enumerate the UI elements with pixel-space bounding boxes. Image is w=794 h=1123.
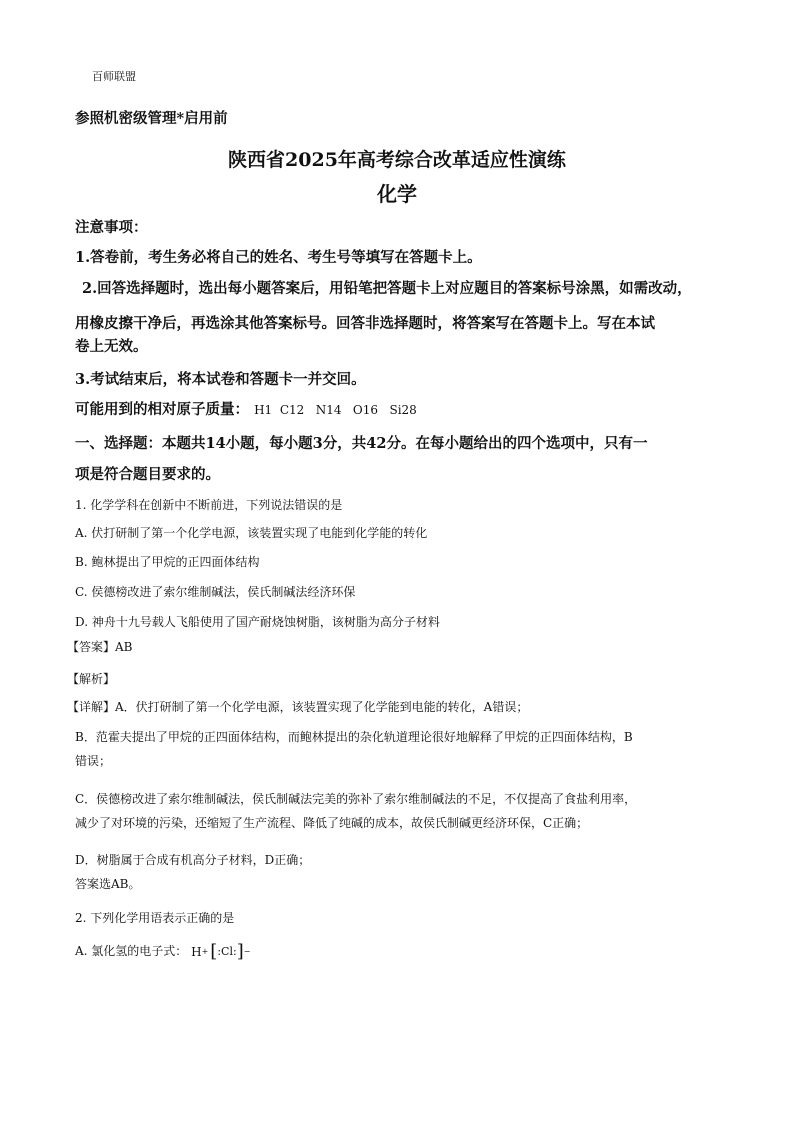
- q1-option-b: B. 鲍林提出了甲烷的正四面体结构: [75, 555, 260, 569]
- section-1-line-2: 项是符合题目要求的。: [75, 466, 220, 483]
- formula-h: H: [191, 944, 202, 959]
- formula-plus: +: [201, 947, 209, 956]
- q2-stem: 2. 下列化学用语表示正确的是: [75, 911, 235, 925]
- note-2-line-2: 用橡皮擦干净后，再选涂其他答案标号。回答非选择题时，将答案写在答题卡上。写在本试: [75, 315, 655, 332]
- q1-detail-a: 【详解】A．伏打研制了第一个化学电源，该装置实现了化学能到电能的转化，A错误；: [67, 700, 529, 714]
- q1-detail-b-line-1: B．范霍夫提出了甲烷的正四面体结构，而鲍林提出的杂化轨道理论很好地解释了甲烷的正四面体结构，B: [75, 730, 633, 744]
- formula-minus: −: [243, 947, 251, 956]
- q1-conclusion: 答案选AB。: [75, 877, 141, 891]
- q1-detail-c-line-1: C．侯德榜改进了索尔维制碱法，侯氏制碱法完美的弥补了索尔维制碱法的不足，不仅提高了食盐利用率，: [75, 792, 637, 806]
- section-1-line-1: 一、选择题：本题共14小题，每小题3分，共42分。在每小题给出的四个选项中，只有一: [75, 435, 648, 452]
- brand-label: 百师联盟: [92, 70, 136, 83]
- atomic-mass-label: 可能用到的相对原子质量：: [75, 401, 249, 418]
- q2-option-a-label: A. 氯化氢的电子式：: [75, 944, 188, 958]
- q1-option-a: A. 伏打研制了第一个化学电源，该装置实现了电能到化学能的转化: [75, 526, 428, 540]
- q1-stem: 1. 化学学科在创新中不断前进，下列说法错误的是: [75, 498, 343, 512]
- hcl-electron-formula: [191, 940, 251, 962]
- formula-cl: :Cl:: [217, 945, 237, 958]
- q1-option-c: C. 侯德榜改进了索尔维制碱法，侯氏制碱法经济环保: [75, 585, 356, 599]
- formula-left-bracket: [: [210, 940, 218, 962]
- q1-detail-b-line-2: 错误；: [75, 754, 112, 768]
- q1-option-d: D. 神舟十九号载人飞船使用了国产耐烧蚀树脂，该树脂为高分子材料: [75, 615, 440, 629]
- q1-detail-c-line-2: 减少了对环境的污染，还缩短了生产流程、降低了纯碱的成本，故侯氏制碱更经济环保，C正确；: [75, 816, 589, 830]
- q1-analysis-label: 【解析】: [67, 672, 116, 686]
- notes-heading: 注意事项：: [75, 219, 148, 236]
- formula-right-bracket: ]: [236, 940, 244, 962]
- confidential-label: 参照机密级管理*启用前: [75, 110, 228, 127]
- note-1: 1.答卷前，考生务必将自己的姓名、考生号等填写在答题卡上。: [75, 249, 482, 266]
- note-2-line-1: 2.回答选择题时，选出每小题答案后，用铅笔把答题卡上对应题目的答案标号涂黑，如需改动，: [82, 280, 692, 297]
- q1-answer: 【答案】AB: [67, 640, 133, 654]
- exam-title: 陕西省2025年高考综合改革适应性演练: [228, 149, 566, 171]
- atomic-mass-line: [75, 398, 417, 419]
- q1-detail-d: D．树脂属于合成有机高分子材料，D正确；: [75, 853, 311, 867]
- atomic-mass-values: H1 C12 N14 O16 Si28: [254, 403, 417, 417]
- note-2-line-3: 卷上无效。: [75, 338, 148, 355]
- note-3: 3.考试结束后，将本试卷和答题卡一并交回。: [75, 371, 366, 388]
- q2-option-a: [75, 942, 250, 961]
- subject-title: 化学: [377, 182, 417, 206]
